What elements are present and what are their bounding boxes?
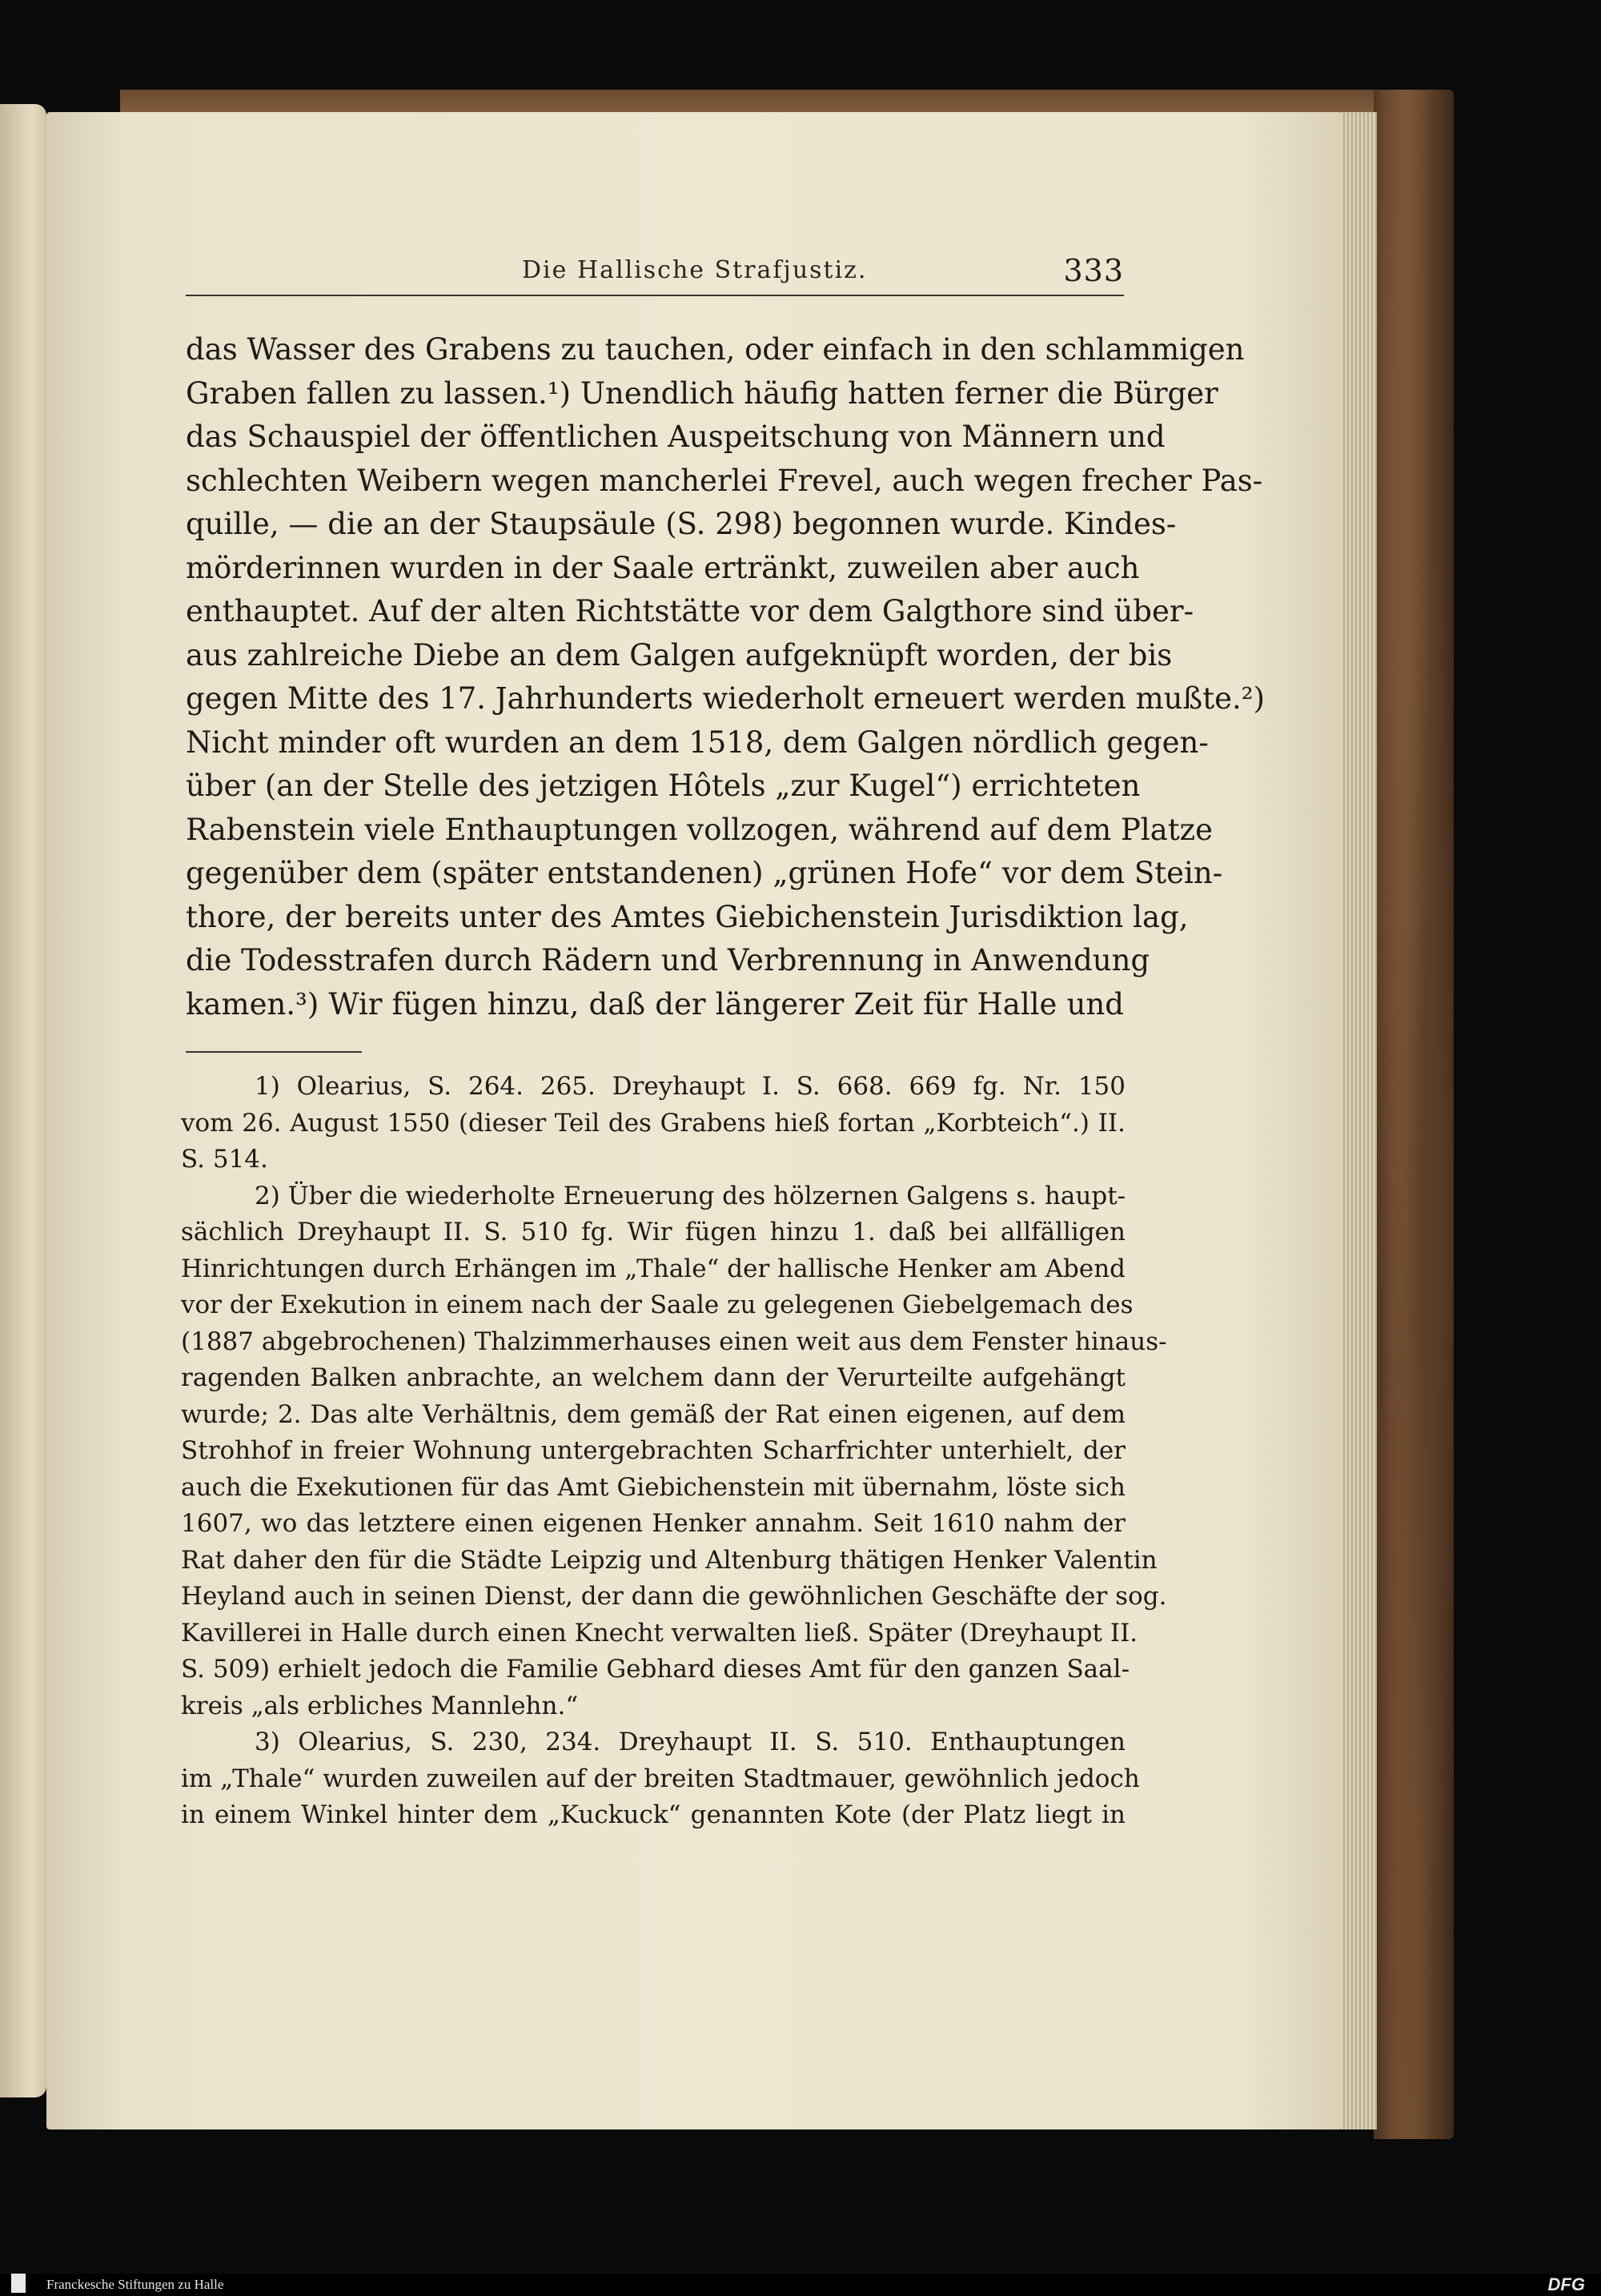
footnote-line: kreis „als erbliches Mannlehn.“ [181,1691,579,1720]
footnote-line: auch die Exekutionen für das Amt Giebichenstein mit übernahm, löste sich [181,1472,1126,1502]
footnote-line: im „Thale“ wurden zuweilen auf der breiten Stadtmauer, gewöhnlich jedoch [181,1764,1140,1793]
footnote-line: Rat daher den für die Städte Leipzig und Altenburg thätigen Henker Valentin [181,1545,1158,1575]
body-line: Rabenstein viele Enthauptungen vollzogen, während auf dem Platze [186,812,1214,847]
book-spine-cover [1374,90,1454,2139]
footnote-line: (1887 abgebrochenen) Thalzimmerhauses einen weit aus dem Fenster hinaus- [181,1327,1167,1356]
running-title: Die Hallische Strafjustiz. [522,256,868,284]
footnote-line: Strohhof in freier Wohnung untergebrachten Scharfrichter unterhielt, der [181,1436,1126,1465]
footnote-line: wurde; 2. Das alte Verhältnis, dem gemäß der Rat einen eigenen, auf dem [181,1399,1126,1429]
institution-name: Franckesche Stiftungen zu Halle [46,2277,224,2292]
footnote-line: S. 514. [181,1145,268,1174]
body-line: die Todesstrafen durch Rädern und Verbrennung in Anwendung [186,943,1150,977]
left-page-edge [0,104,46,2097]
footnote-line: vom 26. August 1550 (dieser Teil des Grabens hieß fortan „Korbteich“.) II. [181,1108,1126,1138]
footnote-line: S. 509) erhielt jedoch die Familie Gebhard dieses Amt für den ganzen Saal- [181,1655,1130,1684]
page-number: 333 [1063,253,1124,288]
body-line: Nicht minder oft wurden an dem 1518, dem Galgen nördlich gegen- [186,725,1209,760]
footnote-line: 2) Über die wiederholte Erneuerung des hölzernen Galgens s. haupt- [255,1181,1126,1210]
institution-logo-icon [11,2274,26,2293]
footnote-line: 3) Olearius, S. 230, 234. Dreyhaupt II. S. 510. Enthauptungen [255,1728,1126,1756]
footnotes [181,1069,1167,1834]
footnote-line: 1607, wo das letztere einen eigenen Henker annahm. Seit 1610 nahm der [181,1509,1126,1538]
footnote-line: Heyland auch in seinen Dienst, der dann die gewöhnlichen Geschäfte der sog. [181,1582,1167,1611]
body-line: das Schauspiel der öffentlichen Auspeitschung von Männern und [186,419,1166,454]
body-line: kamen.³) Wir fügen hinzu, daß der längerer Zeit für Halle und [186,986,1124,1022]
body-line: aus zahlreiche Diebe an dem Galgen aufgeknüpft worden, der bis [186,637,1173,672]
body-line: quille, — die an der Staupsäule (S. 298) begonnen wurde. Kindes- [186,507,1177,541]
footnote-line: in einem Winkel hinter dem „Kuckuck“ genannten Kote (der Platz liegt in [181,1800,1126,1829]
body-line: gegen Mitte des 17. Jahrhunderts wiederholt erneuert werden mußte.²) [186,681,1266,716]
body-line: über (an der Stelle des jetzigen Hôtels „zur Kugel“) errichteten [186,769,1141,803]
footnote-line: Hinrichtungen durch Erhängen im „Thale“ der hallische Henker am Abend [181,1254,1126,1283]
footnote-line: ragenden Balken anbrachte, an welchem dann der Verurteilte aufgehängt [181,1363,1126,1392]
footnote-line: Kavillerei in Halle durch einen Knecht verwalten ließ. Später (Dreyhaupt II. [181,1618,1138,1648]
body-line: schlechten Weibern wegen mancherlei Frevel, auch wegen frecher Pas- [186,463,1263,498]
footnote-line: 1) Olearius, S. 264. 265. Dreyhaupt I. S. 668. 669 fg. Nr. 150 [255,1072,1126,1101]
footnote-rule [186,1051,362,1053]
running-head [186,253,1124,296]
body-line: mörderinnen wurden in der Saale ertränkt, zuweilen aber auch [186,550,1140,585]
body-line: das Wasser des Grabens zu tauchen, oder einfach in den schlammigen [186,332,1245,367]
dfg-logo: DFG [1547,2274,1585,2294]
footer-bar [0,2274,1601,2296]
footnote-line: sächlich Dreyhaupt II. S. 510 fg. Wir fügen hinzu 1. daß bei allfälligen [181,1218,1126,1246]
body-line: gegenüber dem (später entstandenen) „grünen Hofe“ vor dem Stein- [186,856,1223,890]
body-line: thore, der bereits unter des Amtes Giebichenstein Jurisdiktion lag, [186,899,1189,934]
body-line: enthauptet. Auf der alten Richtstätte vor dem Galgthore sind über- [186,594,1194,628]
body-text [186,328,1266,1026]
footnote-line: vor der Exekution in einem nach der Saale zu gelegenen Giebelgemach des [181,1290,1134,1319]
body-line: Graben fallen zu lassen.¹) Unendlich häufig hatten ferner die Bürger [186,375,1218,411]
